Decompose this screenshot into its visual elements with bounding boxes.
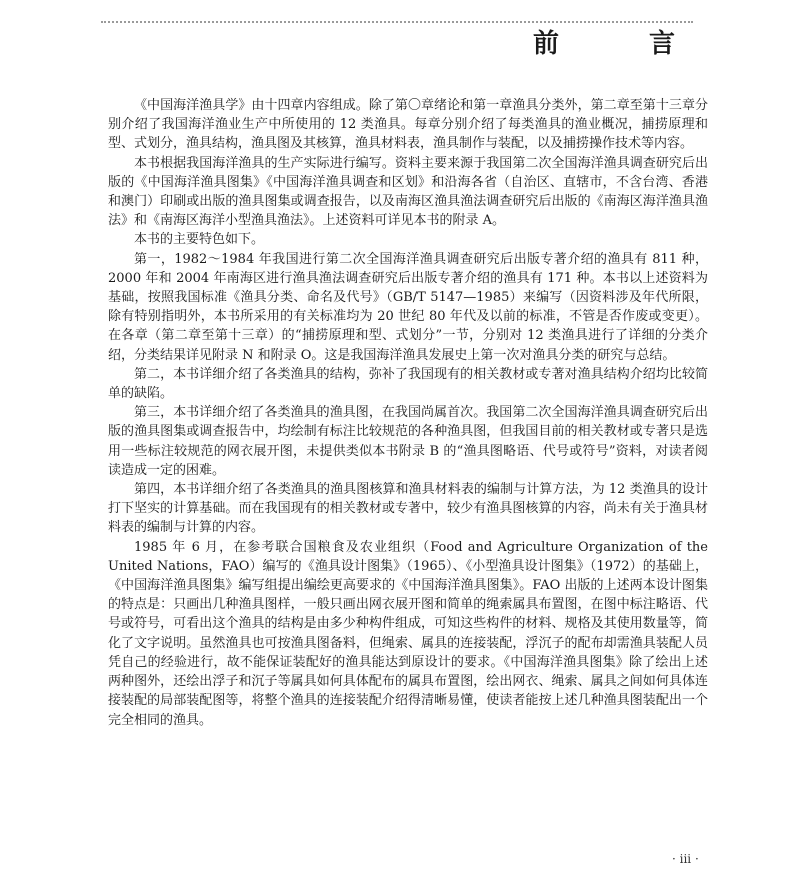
preface-body <box>108 96 708 730</box>
paragraph-data-sources: 本书根据我国海洋渔具的生产实际进行编写。资料主要来源于我国第二次全国海洋渔具调查研究后出版的《中国海洋渔具图集》《中国海洋渔具调查和区划》和沿海各省（自治区、直辖市，不含台湾、香港和澳门）印刷或出版的渔具图集或调查报告，以及南海区渔具渔法调查研究后出版的《南海区海洋渔具渔法》和《南海区海洋小型渔具渔法》。上述资料可详见本书的附录 A。 <box>108 155 708 229</box>
paragraph-chapters-overview: 《中国海洋渔具学》由十四章内容组成。除了第〇章绪论和第一章渔具分类外，第二章至第十三章分别介绍了我国海洋渔业生产中所使用的 12 类渔具。每章分别介绍了每类渔具的渔业概况，捕捞原理和型、式划分，渔具结构，渔具图及其核算，渔具材料表，渔具制作与装配，以及捕捞操作技术等内容。 <box>108 98 708 152</box>
paragraph-feature-four: 第四，本书详细介绍了各类渔具的渔具图核算和渔具材料表的编制与计算方法，为 12 类渔具的设计打下坚实的计算基础。而在我国现有的相关教材或专著中，较少有渔具图核算的内容，尚未有关于渔具材料表的编制与计算的内容。 <box>108 482 708 536</box>
paragraph-feature-one: 第一，1982～1984 年我国进行第二次全国海洋渔具调查研究后出版专著介绍的渔具有 811 种，2000 年和 2004 年南海区进行渔具渔法调查研究后出版专著介绍的渔具有 171 种。本书以上述资料为基础，按照我国标准《渔具分类、命名及代号》（GB/T 5147—1985）来编写（因资料涉及年代所限，除有特别指明外，本书所采用的有关标准均为 20 世纪 80 年代及以前的标准，不管是否作废或变更）。在各章（第二章至第十三章）的“捕捞原理和型、式划分”一节，分别对 12 类渔具进行了详细的分类介绍，分类结果详见附录 N 和附录 O。这是我国海洋渔具发展史上第一次对渔具分类的研究与总结。 <box>108 251 708 363</box>
paragraph-feature-two: 第二，本书详细介绍了各类渔具的结构，弥补了我国现有的相关教材或专著对渔具结构介绍均比较简单的缺陷。 <box>108 366 708 402</box>
header-dotted-rule <box>101 21 693 23</box>
page-number: · iii · <box>672 852 699 866</box>
paragraph-feature-three: 第三，本书详细介绍了各类渔具的渔具图，在我国尚属首次。我国第二次全国海洋渔具调查研究后出版的渔具图集或调查报告中，均绘制有标注比较规范的各种渔具图，但我国目前的相关教材或专著只是选用一些标注较规范的网衣展开图，未提供类似本书附录 B 的“渔具图略语、代号或符号”资料，对读者阅读造成一定的困难。 <box>108 405 708 478</box>
paragraph-fao-history: 1985 年 6 月，在参考联合国粮食及农业组织（Food and Agriculture Organization of the United Nations，FAO）编写的《渔具设计图集》（1965）、《小型渔具设计图集》（1972）的基础上，《中国海洋渔具图集》编写组提出编绘更高要求的《中国海洋渔具图集》。FAO 出版的上述两本设计图集的特点是：只画出几种渔具图样，一般只画出网衣展开图和简单的绳索属具布置图，在图中标注略语、代号或符号，可看出这个渔具的结构是由多少种构件组成，可知这些构件的材料、规格及其使用数量等，简化了文字说明。虽然渔具也可按渔具图备料，但绳索、属具的连接装配，浮沉子的配布却需渔具装配人员凭自己的经验进行，故不能保证装配好的渔具能达到原设计的要求。《中国海洋渔具图集》除了绘出上述两种图外，还绘出浮子和沉子等属具如何具体配布的属具布置图，绘出网衣、绳索、属具之间如何具体连接装配的局部装配图等，将整个渔具的连接装配介绍得清晰易懂，使读者能按上述几种渔具图装配出一个完全相同的渔具。 <box>108 539 708 728</box>
paragraph-features-intro: 本书的主要特色如下。 <box>134 232 265 248</box>
page-title: 前 言 <box>533 29 708 59</box>
